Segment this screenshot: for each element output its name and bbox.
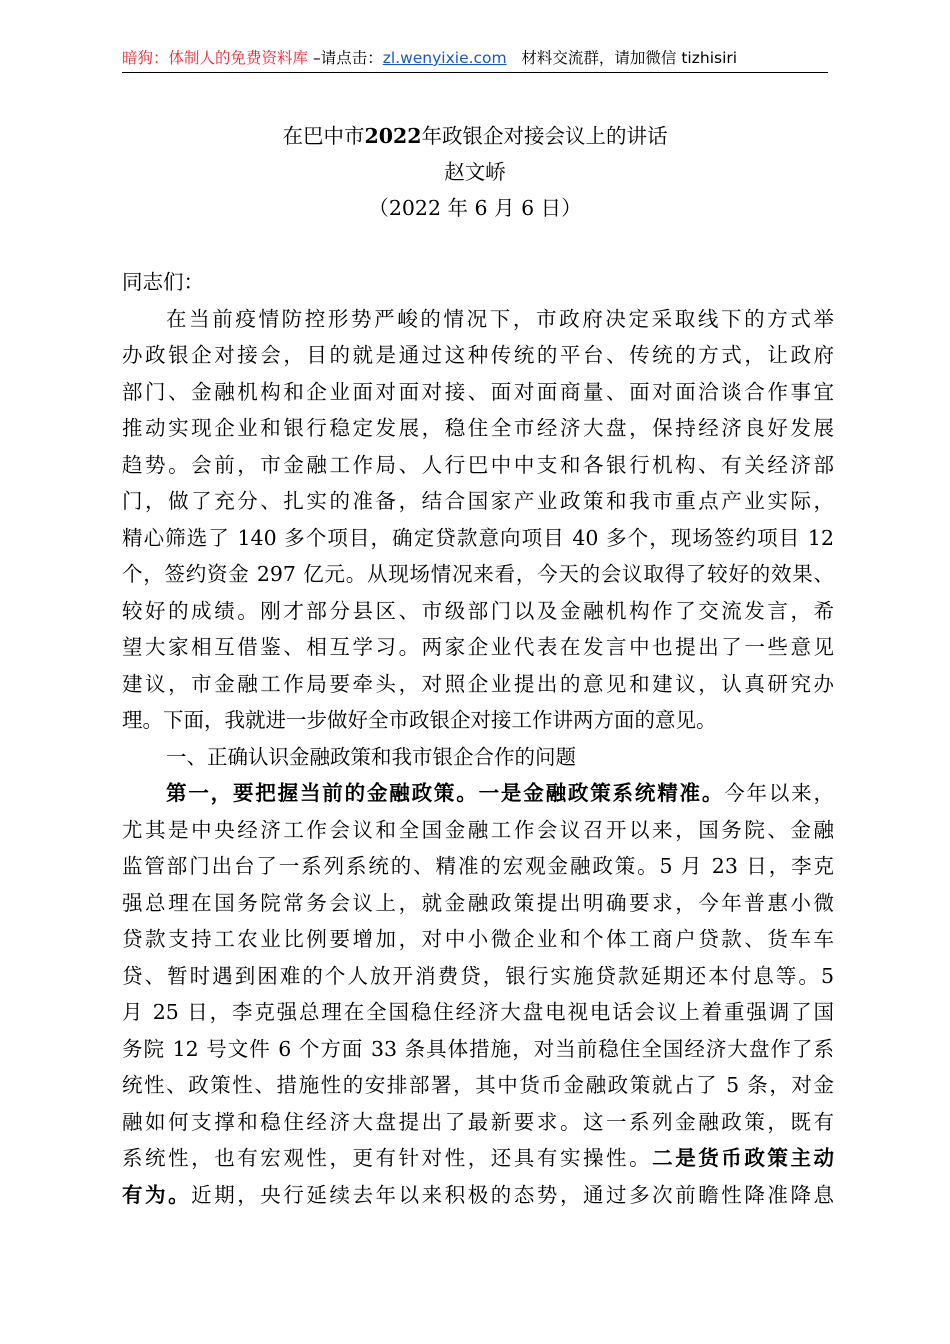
paragraph-line: 统性、政策性、措施性的安排部署，其中货币金融政策就占了 5 条，对金 [122, 1073, 834, 1097]
paragraph-line: 办政银企对接会，目的就是通过这种传统的平台、传统的方式，让政府 [122, 343, 834, 367]
paragraph-line: 务院 12 号文件 6 个方面 33 条具体措施，对当前稳住全国经济大盘作了系 [122, 1036, 834, 1061]
speech-author: 赵文峤 [444, 160, 506, 184]
section-heading-1: 一、正确认识金融政策和我市银企合作的问题 [166, 744, 576, 769]
paragraph-line [122, 1140, 834, 1177]
page-header [122, 46, 828, 70]
paragraph-text: 近期，央行延续去年以来积极的态势，通过多次前瞻性降准降息 [191, 1182, 835, 1207]
paragraph-line: 在当前疫情防控形势严峻的情况下，市政府决定采取线下的方式举 [166, 306, 834, 331]
bold-lead: 有为。 [122, 1182, 192, 1207]
greeting: 同志们： [122, 270, 204, 294]
speech-date: （2022 年 6 月 6 日） [368, 196, 582, 220]
speech-title-year: 2022 [364, 124, 422, 148]
paragraph-line: 个，签约资金 297 亿元。从现场情况来看，今天的会议取得了较好的效果、 [122, 562, 834, 586]
paragraph-line: 精心筛选了 140 多个项目，确定贷款意向项目 40 多个，现场签约项目 12 [122, 525, 834, 550]
paragraph-line: 贷、暂时遇到困难的个人放开消费贷，银行实施贷款延期还本付息等。5 [122, 963, 834, 988]
paragraph-2 [122, 775, 834, 1213]
speech-title-part2: 年政银企对接会议上的讲话 [421, 124, 668, 148]
paragraph-line: 融如何支撑和稳住经济大盘提出了最新要求。这一系列金融政策，既有 [122, 1109, 834, 1134]
paragraph-line [122, 1177, 834, 1214]
paragraph-line: 趋势。会前，市金融工作局、人行巴中中支和各银行机构、有关经济部 [122, 452, 834, 477]
paragraph-line: 推动实现企业和银行稳定发展，稳住全市经济大盘，保持经济良好发展 [122, 416, 834, 440]
speech-body [122, 264, 834, 1213]
paragraph-line [122, 775, 834, 812]
paragraph-line: 部门、金融机构和企业面对面对接、面对面商量、面对面洽谈合作事宜 [122, 379, 834, 404]
speech-title-part1: 在巴中市 [282, 124, 365, 148]
paragraph-line: 门，做了充分、扎实的准备，结合国家产业政策和我市重点产业实际， [122, 489, 834, 513]
bold-lead: 二是货币政策主动 [652, 1146, 835, 1170]
paragraph-line: 望大家相互借鉴、相互学习。两家企业代表在发言中也提出了一些意见 [122, 635, 834, 659]
header-brand: 暗狗：体制人的免费资料库 [122, 49, 309, 67]
paragraph-line: 月 25 日，李克强总理在全国稳住经济大盘电视电话会议上着重强调了国 [122, 1000, 834, 1024]
paragraph-1 [122, 301, 834, 739]
paragraph-line: 建议，市金融工作局要牵头，对照企业提出的意见和建议，认真研究办 [122, 671, 834, 696]
title-block [0, 118, 950, 226]
header-group-text: 材料交流群，请加微信 tizhisiri [506, 49, 738, 67]
header-click-prefix: –请点击： [308, 49, 383, 67]
paragraph-line: 较好的成绩。刚才部分县区、市级部门以及金融机构作了交流发言，希 [122, 598, 834, 623]
header-link[interactable]: zl.wenyixie.com [382, 49, 507, 67]
paragraph-text: 系统性，也有宏观性，更有针对性，还具有实操性。 [122, 1146, 653, 1170]
speech-title [0, 118, 950, 154]
paragraph-line: 尤其是中央经济工作会议和全国金融工作会议召开以来，国务院、金融 [122, 817, 834, 842]
paragraph-line: 理。下面，我就进一步做好全市政银企对接工作讲两方面的意见。 [122, 708, 717, 732]
header-divider [122, 72, 828, 73]
bold-lead: 第一，要把握当前的金融政策。一是金融政策系统精准。 [166, 781, 725, 805]
paragraph-text: 今年以来， [724, 781, 835, 805]
paragraph-line: 贷款支持工农业比例要增加，对中小微企业和个体工商户贷款、货车车 [122, 927, 834, 951]
paragraph-line: 监管部门出台了一系列系统的、精准的宏观金融政策。5 月 23 日，李克 [122, 854, 834, 878]
paragraph-line: 强总理在国务院常务会议上，就金融政策提出明确要求，今年普惠小微 [122, 890, 834, 915]
